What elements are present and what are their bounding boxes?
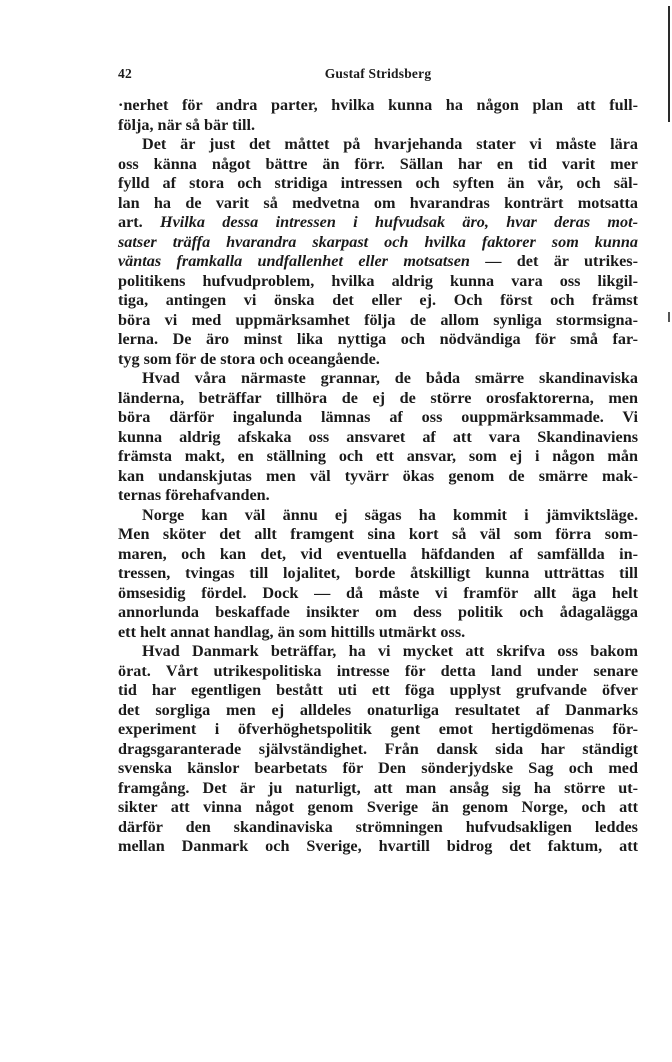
text-line: experiment i öfverhöghetspolitik gent emot hertigdömenas för- — [118, 720, 638, 738]
text-line: Hvad Danmark beträffar, ha vi mycket att skrifva oss bakom — [142, 642, 638, 660]
text-line: främsta makt, en ställning och ett ansvar, som ej i någon mån — [118, 447, 638, 465]
text-line: dragsgaranterade självständighet. Från dansk sida har ständigt — [118, 739, 638, 758]
body-text — [118, 96, 638, 857]
text-line: fylld af stora och stridiga intressen och syften än vår, och säl- — [118, 174, 638, 192]
text-line: kunna aldrig afskaka oss ansvaret af att vara Skandinaviens — [118, 427, 638, 446]
page-edge-line — [668, 6, 670, 122]
page-edge-mark — [668, 312, 670, 322]
text-line: Det är just det måttet på hvarjehanda stater vi måste lära — [142, 135, 638, 153]
text-line: ·nerhet för andra parter, hvilka kunna ha någon plan att full- — [118, 96, 638, 114]
text-line: Hvad våra närmaste grannar, de båda smärre skandinaviska — [142, 369, 638, 387]
running-title: Gustaf Stridsberg — [324, 66, 432, 81]
text-line: ett helt annat handlag, än som hittills utmärkt oss. — [118, 622, 466, 641]
text-line: politikens hufvudproblem, hvilka aldrig kunna vara oss likgil- — [118, 271, 638, 290]
text-line: väntas framkalla undfallenhet eller motsatsen — det är utrikes- — [118, 252, 638, 270]
text-line: örat. Vårt utrikespolitiska intresse för detta land under senare — [118, 661, 638, 680]
text-line: ömsesidig fördel. Dock — då måste vi framför allt äga helt — [118, 583, 638, 602]
text-line: därför den skandinaviska strömningen hufvudsakligen leddes — [118, 817, 638, 836]
text-line: det sorgliga men ej alldeles onaturliga resultatet af Danmarks — [118, 700, 638, 719]
text-line: mellan Danmark och Sverige, hvartill bidrog det faktum, att — [118, 837, 638, 855]
text-line: maren, och kan det, vid eventuella häfdanden af samfällda in- — [118, 544, 638, 563]
text-line: böra vi med uppmärksamhet följa de allom synliga stormsigna- — [118, 310, 638, 329]
text-line: sikter att vinna något genom Sverige än genom Norge, och att — [118, 798, 638, 816]
text-line: följa, när så bär till. — [118, 115, 256, 134]
text-line: tressen, tvingas till lojalitet, borde åtskilligt kunna utträttas till — [118, 564, 638, 582]
running-head — [118, 66, 638, 86]
text-line: tid har egentligen bestått uti ett föga upplyst grufvande öfver — [118, 681, 638, 699]
italic-text: Hvilka dessa intressen i hufvudsak äro, hvar deras mot- — [160, 213, 638, 231]
text-line: kan undanskjutas men väl tyvärr ökas genom de smärre mak- — [118, 466, 638, 485]
text-line: framgång. Det är ju naturligt, att man ansåg sig ha större ut- — [118, 778, 638, 797]
text-line: böra därför ingalunda lämnas af oss ouppmärksammade. Vi — [118, 408, 638, 426]
text-line: lan ha de varit så medvetna om hvarandras konträrt motsatta — [118, 193, 638, 212]
italic-text: väntas framkalla undfallenhet eller motsatsen — [118, 252, 470, 270]
text-line: länderna, beträffar tillhöra de ej de större orosfaktorerna, men — [118, 388, 638, 407]
text-line: tiga, antingen vi önska det eller ej. Och först och främst — [118, 291, 638, 309]
text-line: Norge kan väl ännu ej sägas ha kommit i jämviktsläge. — [142, 505, 638, 524]
text-line: annorlunda beskaffade insikter om dess politik och ådagalägga — [118, 603, 638, 621]
text-line: svenska känslor bearbetats för Den sönderjydske Sag och med — [118, 759, 638, 777]
text-line: lerna. De äro minst lika nyttiga och nödvändiga för små far- — [118, 330, 638, 348]
page-number: 42 — [118, 66, 132, 81]
text-line: satser träffa hvarandra skarpast och hvilka faktorer som kunna — [118, 232, 638, 251]
text-line: ternas förehafvanden. — [118, 486, 270, 504]
text-line: oss känna något bättre än förr. Sällan har en tid varit mer — [118, 154, 638, 173]
text-line: art. Hvilka dessa intressen i hufvudsak äro, hvar deras mot- — [118, 213, 638, 231]
text-line: Men sköter det allt framgent sina kort så väl som förra som- — [118, 525, 638, 543]
text-line: tyg som för de stora och oceangående. — [118, 349, 380, 368]
